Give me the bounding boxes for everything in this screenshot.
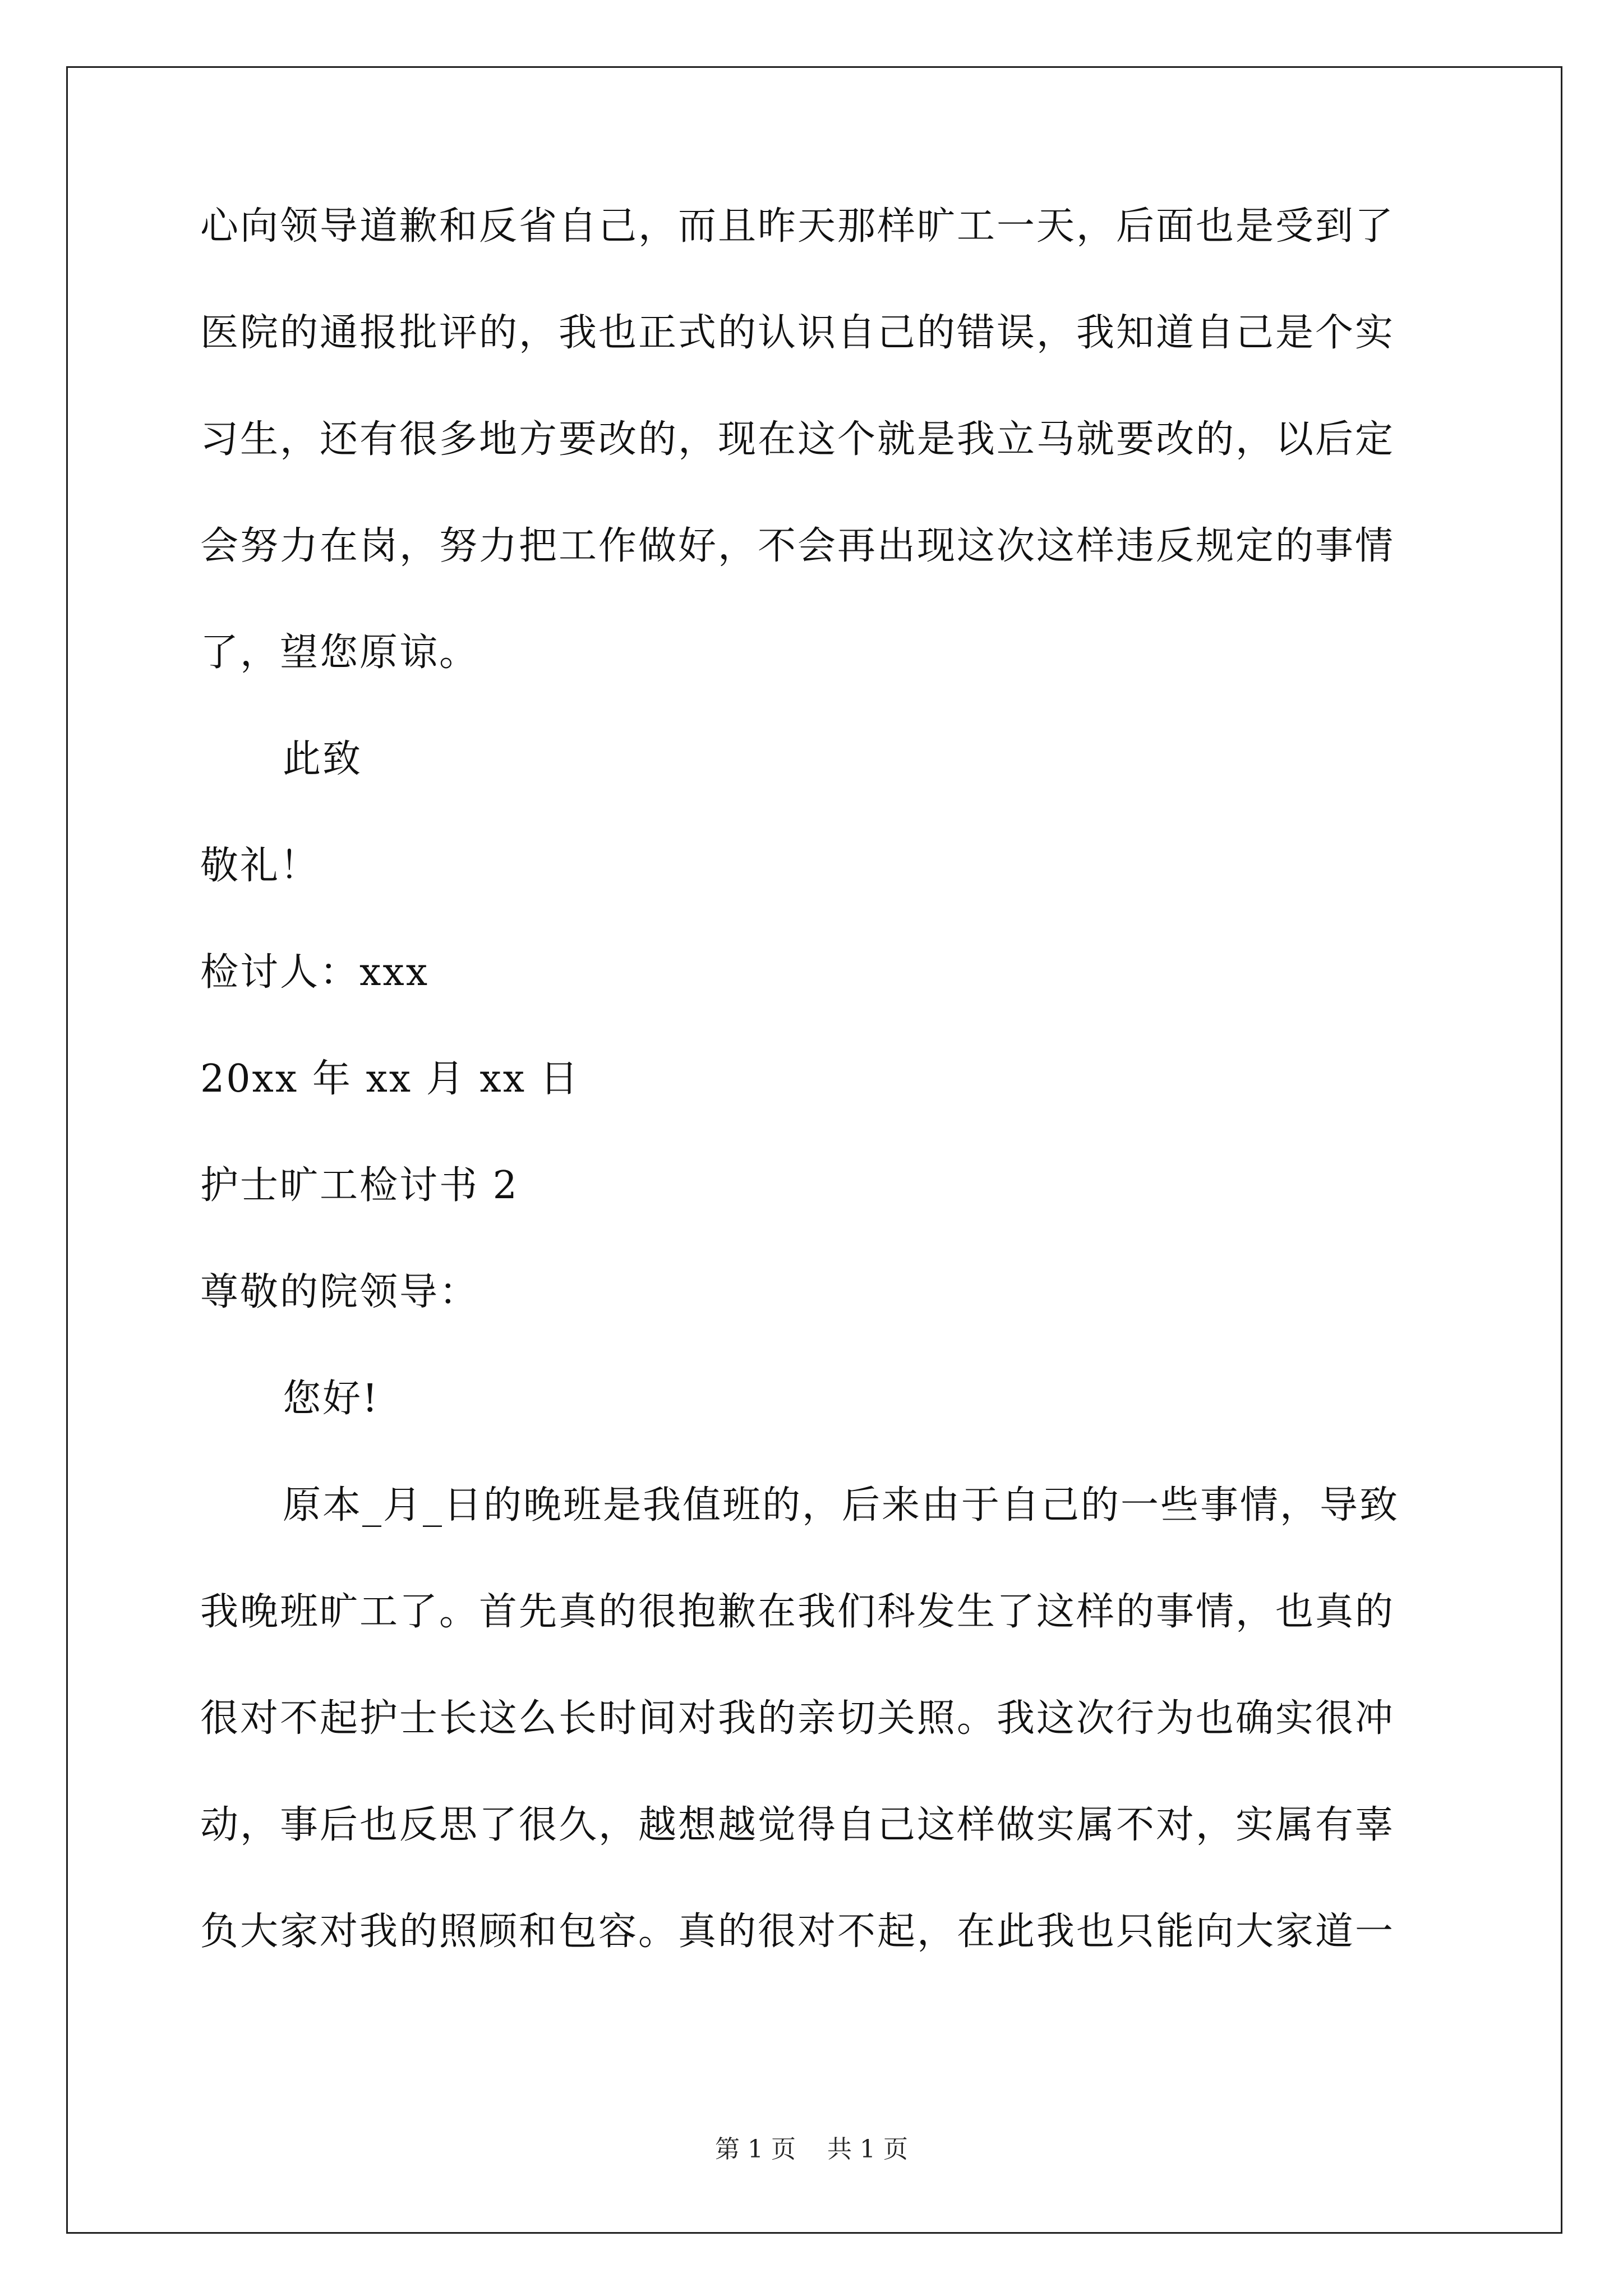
- document-body: [200, 204, 1434, 2019]
- body-line-4: 会努力在岗，努力把工作做好，不会再出现这次这样违反规定的事情: [200, 524, 1395, 568]
- section-title: 护士旷工检讨书 2: [200, 1163, 519, 1208]
- closing-salutation: 此致: [283, 737, 363, 781]
- closing-regards: 敬礼！: [200, 844, 320, 888]
- body-line-8: 很对不起护士长这么长时间对我的亲切关照。我这次行为也确实很冲: [200, 1696, 1395, 1741]
- letter-salutation: 尊敬的院领导：: [200, 1270, 479, 1314]
- body-line-5: 了，望您原谅。: [200, 631, 479, 675]
- greeting: 您好!: [283, 1377, 380, 1421]
- page-number-total: 共 1 页: [827, 2135, 908, 2164]
- body-line-6: 原本_月_日的晚班是我值班的，后来由于自己的一些事情，导致: [283, 1483, 1400, 1527]
- body-line-3: 习生，还有很多地方要改的，现在这个就是我立马就要改的，以后定: [200, 417, 1395, 462]
- page-footer: [0, 2137, 1623, 2162]
- page-number-current: 第 1 页: [715, 2135, 796, 2164]
- body-line-2: 医院的通报批评的，我也正式的认识自己的错误，我知道自己是个实: [200, 311, 1395, 355]
- body-line-7: 我晚班旷工了。首先真的很抱歉在我们科发生了这样的事情，也真的: [200, 1590, 1395, 1634]
- body-line-10: 负大家对我的照顾和包容。真的很对不起，在此我也只能向大家道一: [200, 1910, 1395, 1954]
- body-line-9: 动，事后也反思了很久，越想越觉得自己这样做实属不对，实属有辜: [200, 1803, 1395, 1847]
- signature-date: 20xx 年 xx 月 xx 日: [200, 1057, 580, 1101]
- body-line-1: 心向领导道歉和反省自己，而且昨天那样旷工一天，后面也是受到了: [200, 204, 1395, 249]
- signature-author: 检讨人：xxx: [200, 950, 430, 995]
